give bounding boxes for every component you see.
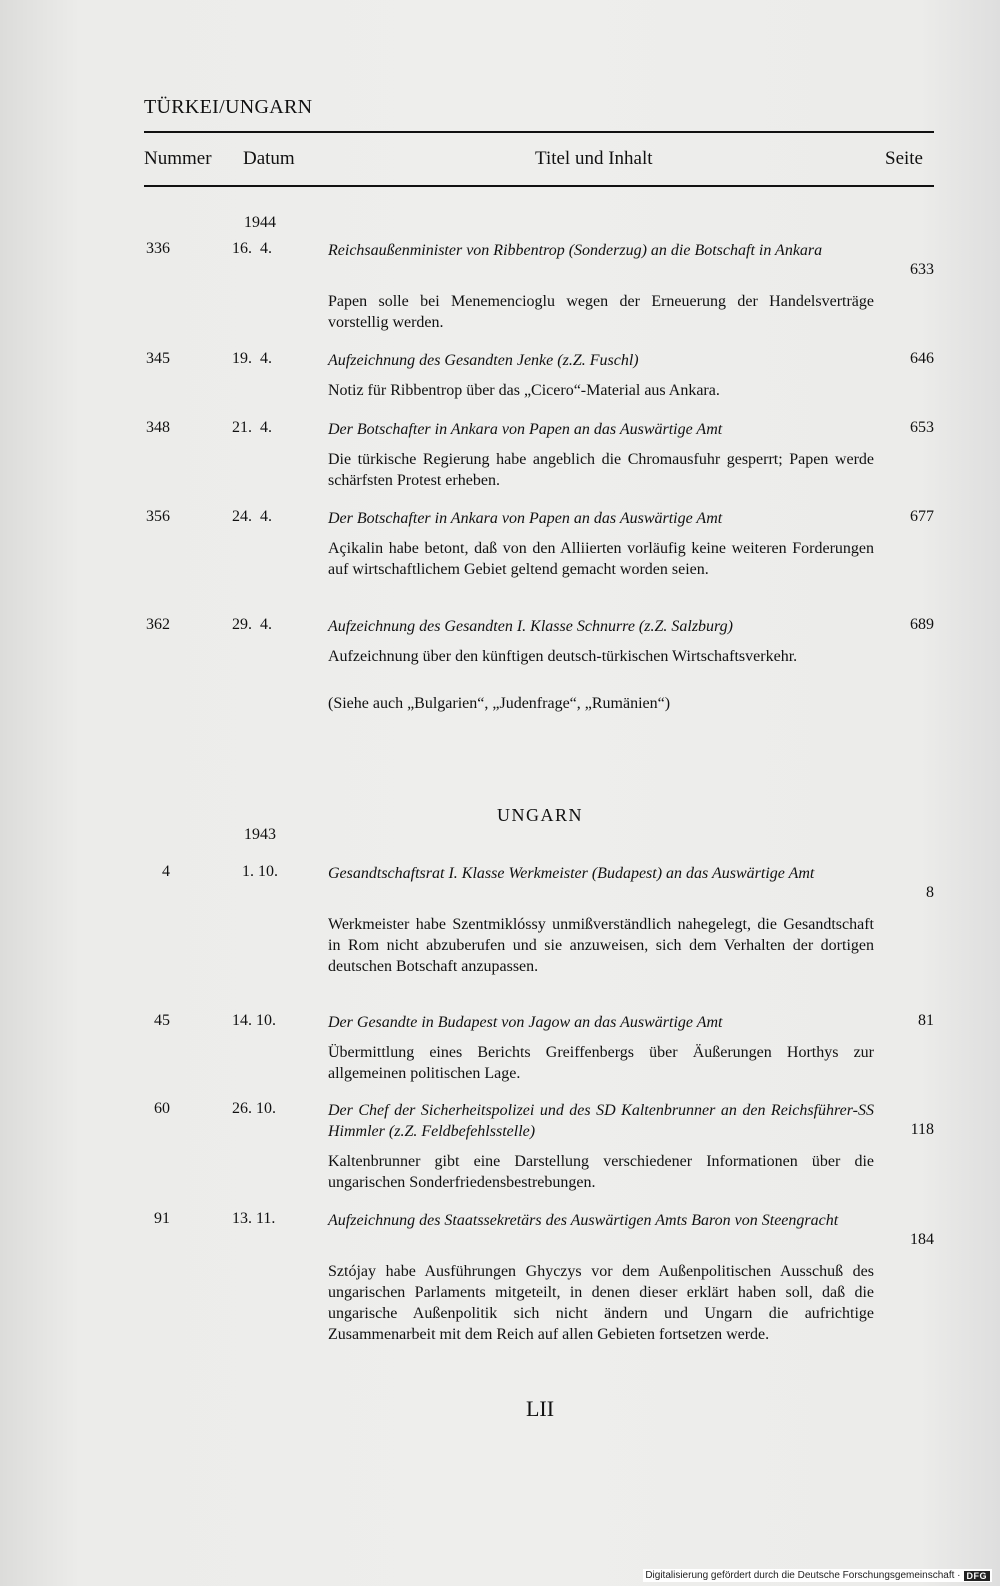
- entry-number: 362: [146, 616, 170, 633]
- entry-page: 633: [910, 261, 934, 278]
- entry-title: Der Gesandte in Budapest von Jagow an das Auswärtige Amt: [328, 1014, 723, 1031]
- column-header-page: Seite: [885, 148, 923, 169]
- entry-page: 81: [918, 1012, 934, 1029]
- digitization-credit: [643, 1569, 992, 1582]
- credit-text: Digitalisierung gefördert durch die Deutsche Forschungsgemeinschaft ·: [645, 1570, 961, 1581]
- entry-date: 16. 4.: [232, 240, 272, 257]
- entry-number: 60: [154, 1100, 170, 1117]
- column-header-date: Datum: [243, 148, 295, 169]
- entry-title: Aufzeichnung des Staatssekretärs des Auswärtigen Amts Baron von Steengracht: [328, 1212, 839, 1229]
- entry-page: 8: [926, 884, 934, 901]
- entry-title: Aufzeichnung des Gesandten Jenke (z.Z. Fuschl): [328, 352, 639, 369]
- entry-date: 19. 4.: [232, 350, 272, 367]
- running-head: TÜRKEI/UNGARN: [144, 96, 313, 118]
- header-rule-top: [144, 131, 934, 133]
- entry-number: 91: [154, 1210, 170, 1227]
- entry-title: Aufzeichnung des Gesandten I. Klasse Schnurre (z.Z. Salzburg): [328, 618, 733, 635]
- entry-number: 356: [146, 508, 170, 525]
- entry-summary: Kaltenbrunner gibt eine Darstellung verschiedener Informationen über die ungarischen Sonderfriedensbestrebungen.: [328, 1153, 874, 1191]
- entry-summary: Die türkische Regierung habe angeblich die Chromausfuhr gesperrt; Papen werde schärfsten Protest erheben.: [328, 451, 874, 489]
- entry-date: 14. 10.: [232, 1012, 276, 1029]
- entry-date: 21. 4.: [232, 419, 272, 436]
- entry-page: 653: [910, 419, 934, 436]
- entry-summary: Notiz für Ribbentrop über das „Cicero“-Material aus Ankara.: [328, 382, 720, 399]
- entry-summary: Sztójay habe Ausführungen Ghyczys vor dem Außenpolitischen Ausschuß des ungarischen Parlaments mitgeteilt, in denen dieser erklärt haben soll, daß die ungarische Außenpolitik sich nicht ändern und Ungarn die aufrichtige Zusammenarbeit mit dem Reich auf allen Gebieten fortsetzen werde.: [328, 1263, 874, 1343]
- page-number: LII: [525, 1396, 555, 1421]
- dfg-logo: DFG: [964, 1571, 991, 1581]
- entry-page: 646: [910, 350, 934, 367]
- entry-number: 4: [162, 863, 170, 880]
- entry-summary: Aufzeichnung über den künftigen deutsch-türkischen Wirtschaftsverkehr.: [328, 648, 798, 665]
- entry-title: Der Botschafter in Ankara von Papen an das Auswärtige Amt: [328, 510, 723, 527]
- entry-page: 689: [910, 616, 934, 633]
- entry-date: 29. 4.: [232, 616, 272, 633]
- entry-number: 45: [154, 1012, 170, 1029]
- header-rule-bottom: [144, 185, 934, 187]
- entry-title: Der Botschafter in Ankara von Papen an das Auswärtige Amt: [328, 421, 723, 438]
- entry-date: 1. 10.: [242, 863, 278, 880]
- section-heading: UNGARN: [496, 805, 583, 825]
- entry-date: 24. 4.: [232, 508, 272, 525]
- entry-page: 184: [910, 1231, 934, 1248]
- entry-page: 677: [910, 508, 934, 525]
- entry-date: 26. 10.: [232, 1100, 276, 1117]
- entry-number: 348: [146, 419, 170, 436]
- see-also-note: (Siehe auch „Bulgarien“, „Judenfrage“, „Rumänien“): [328, 695, 671, 712]
- entry-summary: Werkmeister habe Szentmiklóssy unmißverständlich nahegelegt, die Gesandtschaft in Rom nicht abzuberufen und sie anzuweisen, sich dem Verhalten der dortigen deutschen Botschaft anzupassen.: [328, 916, 874, 975]
- entry-page: 118: [910, 1121, 934, 1138]
- entry-summary: Açikalin habe betont, daß von den Alliierten vorläufig keine weiteren Forderungen auf wirtschaftlichem Gebiet geltend gemacht worden seien.: [328, 540, 874, 578]
- entry-title: Gesandtschaftsrat I. Klasse Werkmeister (Budapest) an das Auswärtige Amt: [328, 865, 815, 882]
- entry-date: 13. 11.: [232, 1210, 276, 1227]
- entry-summary: Übermittlung eines Berichts Greiffenbergs über Äußerungen Horthys zur allgemeinen politischen Lage.: [328, 1044, 874, 1082]
- column-header-number: Nummer: [144, 148, 212, 169]
- year-label: 1943: [244, 826, 276, 843]
- entry-summary: Papen solle bei Menemencioglu wegen der Erneuerung der Handelsverträge vorstellig werden.: [328, 293, 874, 331]
- year-label: 1944: [244, 214, 276, 231]
- entry-number: 336: [146, 240, 170, 257]
- entry-title: Der Chef der Sicherheitspolizei und des SD Kaltenbrunner an den Reichsführer-SS Himmler (z.Z. Feldbefehlsstelle): [328, 1102, 874, 1140]
- entry-title: Reichsaußenminister von Ribbentrop (Sonderzug) an die Botschaft in Ankara: [328, 242, 823, 259]
- entry-number: 345: [146, 350, 170, 367]
- column-header-title: Titel und Inhalt: [535, 148, 653, 169]
